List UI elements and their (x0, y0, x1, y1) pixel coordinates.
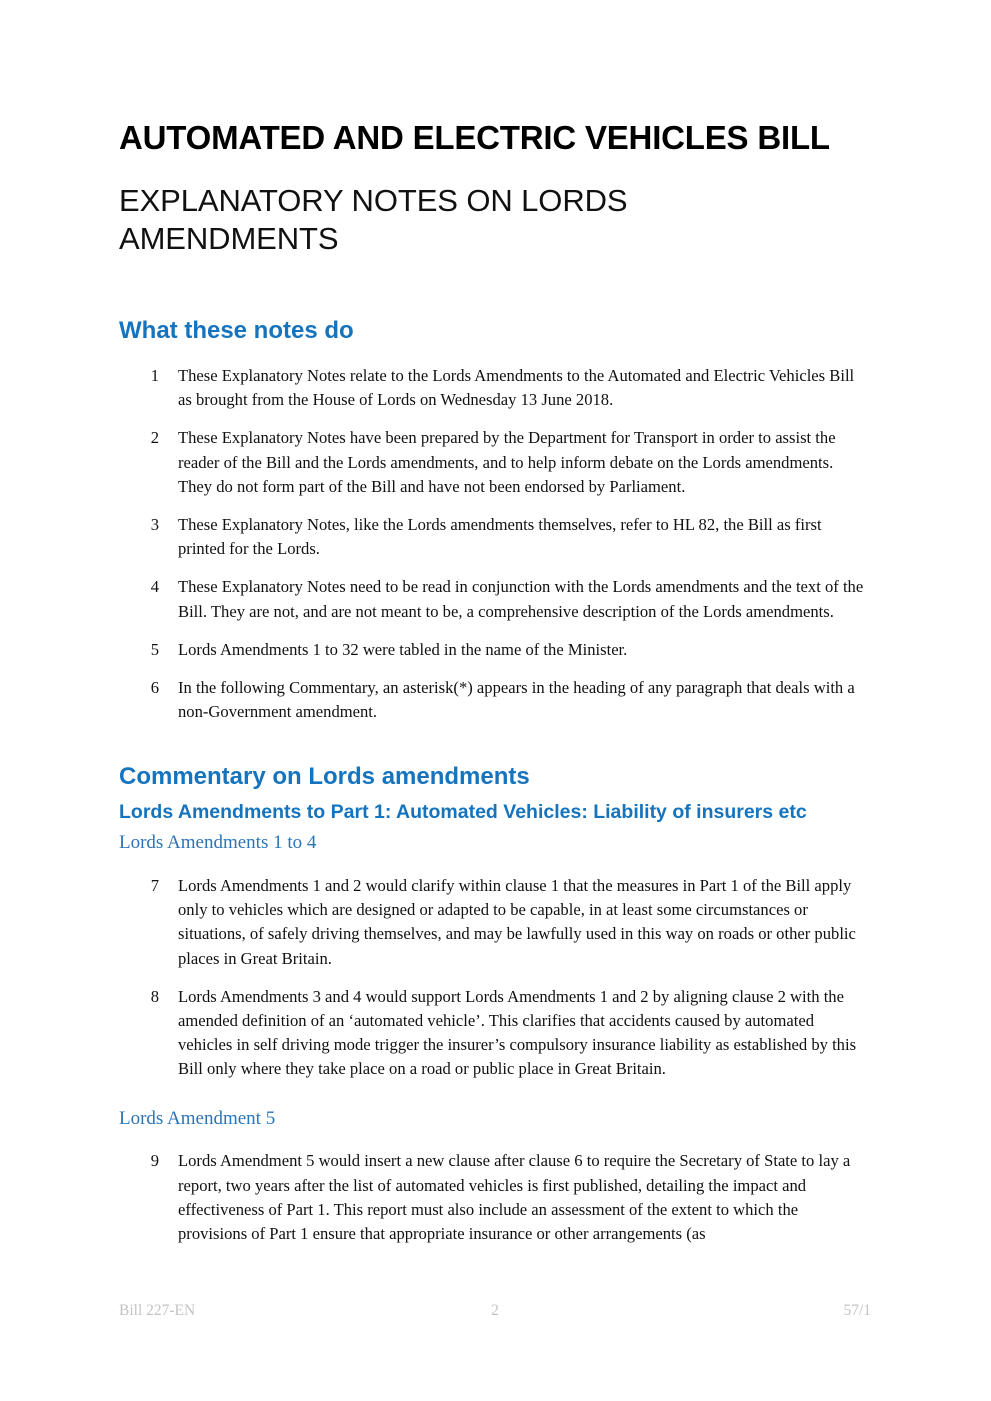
heading-lords-amendment-5: Lords Amendment 5 (119, 1107, 276, 1129)
paragraph-text: Lords Amendments 3 and 4 would support Lords Amendments 1 and 2 by aligning clause 2 with the amended definition of an ‘automated vehicle’. This clarifies that accidents caused by automated vehicles in self driving mode trigger the insurer’s compulsory insurance liability as established by this Bill only where they take place on a road or public place in Great Britain. (178, 986, 857, 1079)
heading-commentary: Commentary on Lords amendments (119, 762, 530, 790)
heading-commentary-part-1: Lords Amendments to Part 1: Automated Vehicles: Liability of insurers etc (119, 800, 807, 823)
paragraph-text: These Explanatory Notes relate to the Lords Amendments to the Automated and Electric Vehicles Bill as brought from the House of Lords on Wednesday 13 June 2018. (178, 365, 855, 410)
paragraph-number: 6 (150, 678, 159, 698)
document-title: AUTOMATED AND ELECTRIC VEHICLES BILL (119, 119, 830, 156)
paragraph-number: 8 (150, 986, 159, 1006)
section-what-these-notes-do (119, 316, 871, 725)
heading-lords-amendments-1-to-4: Lords Amendments 1 to 4 (119, 832, 317, 854)
footer-bill-reference: Bill 227-EN (119, 1302, 196, 1319)
numbered-paragraph (119, 874, 871, 971)
numbered-paragraph (119, 364, 871, 412)
numbered-paragraph (119, 676, 871, 724)
footer-document-code: 57/1 (843, 1302, 871, 1319)
paragraph-number: 5 (150, 639, 159, 659)
numbered-paragraph (119, 638, 871, 662)
paragraph-text: These Explanatory Notes have been prepared by the Department for Transport in order to assist the reader of the Bill and the Lords amendments, and to help inform debate on the Lords amendments. They do not form part of the Bill and have not been endorsed by Parliament. (178, 428, 836, 496)
paragraph-number: 1 (150, 365, 159, 385)
paragraph-text: Lords Amendment 5 would insert a new clause after clause 6 to require the Secretary of State to lay a report, two years after the list of automated vehicles is first published, detailing the impact and effectiveness of Part 1. This report must also include an assessment of the extent to which the provisions of Part 1 ensure that appropriate insurance or other arrangements (as (178, 1151, 851, 1244)
heading-what-these-notes-do: What these notes do (119, 316, 354, 344)
page-content (119, 118, 871, 1246)
paragraph-number: 9 (150, 1151, 159, 1171)
paragraph-text: Lords Amendments 1 and 2 would clarify within clause 1 that the measures in Part 1 of the Bill apply only to vehicles which are designed or adapted to be capable, in at least some circumstances or situations, of safely driving themselves, and may be lawfully used in this way on roads or other public places in Great Britain. (178, 875, 856, 968)
page-footer (119, 1302, 871, 1320)
numbered-paragraph (119, 575, 871, 623)
footer-page-number: 2 (491, 1302, 499, 1319)
paragraph-number: 2 (150, 428, 159, 448)
section-commentary (119, 762, 871, 1247)
numbered-paragraph (119, 513, 871, 561)
paragraph-text: Lords Amendments 1 to 32 were tabled in the name of the Minister. (178, 639, 628, 659)
numbered-paragraph (119, 1149, 871, 1246)
document-subtitle: EXPLANATORY NOTES ON LORDS AMENDMENTS (119, 183, 628, 257)
paragraph-text: In the following Commentary, an asterisk(*) appears in the heading of any paragraph that deals with a non-Government amendment. (178, 678, 855, 722)
paragraph-text: These Explanatory Notes need to be read in conjunction with the Lords amendments and the text of the Bill. They are not, and are not meant to be, a comprehensive description of the Lords amendments. (178, 577, 864, 621)
paragraph-text: These Explanatory Notes, like the Lords amendments themselves, refer to HL 82, the Bill as first printed for the Lords. (178, 514, 822, 559)
paragraph-number: 3 (150, 514, 159, 534)
numbered-paragraph (119, 985, 871, 1082)
numbered-paragraph (119, 426, 871, 499)
paragraph-number: 7 (150, 875, 159, 895)
paragraph-number: 4 (150, 577, 159, 597)
